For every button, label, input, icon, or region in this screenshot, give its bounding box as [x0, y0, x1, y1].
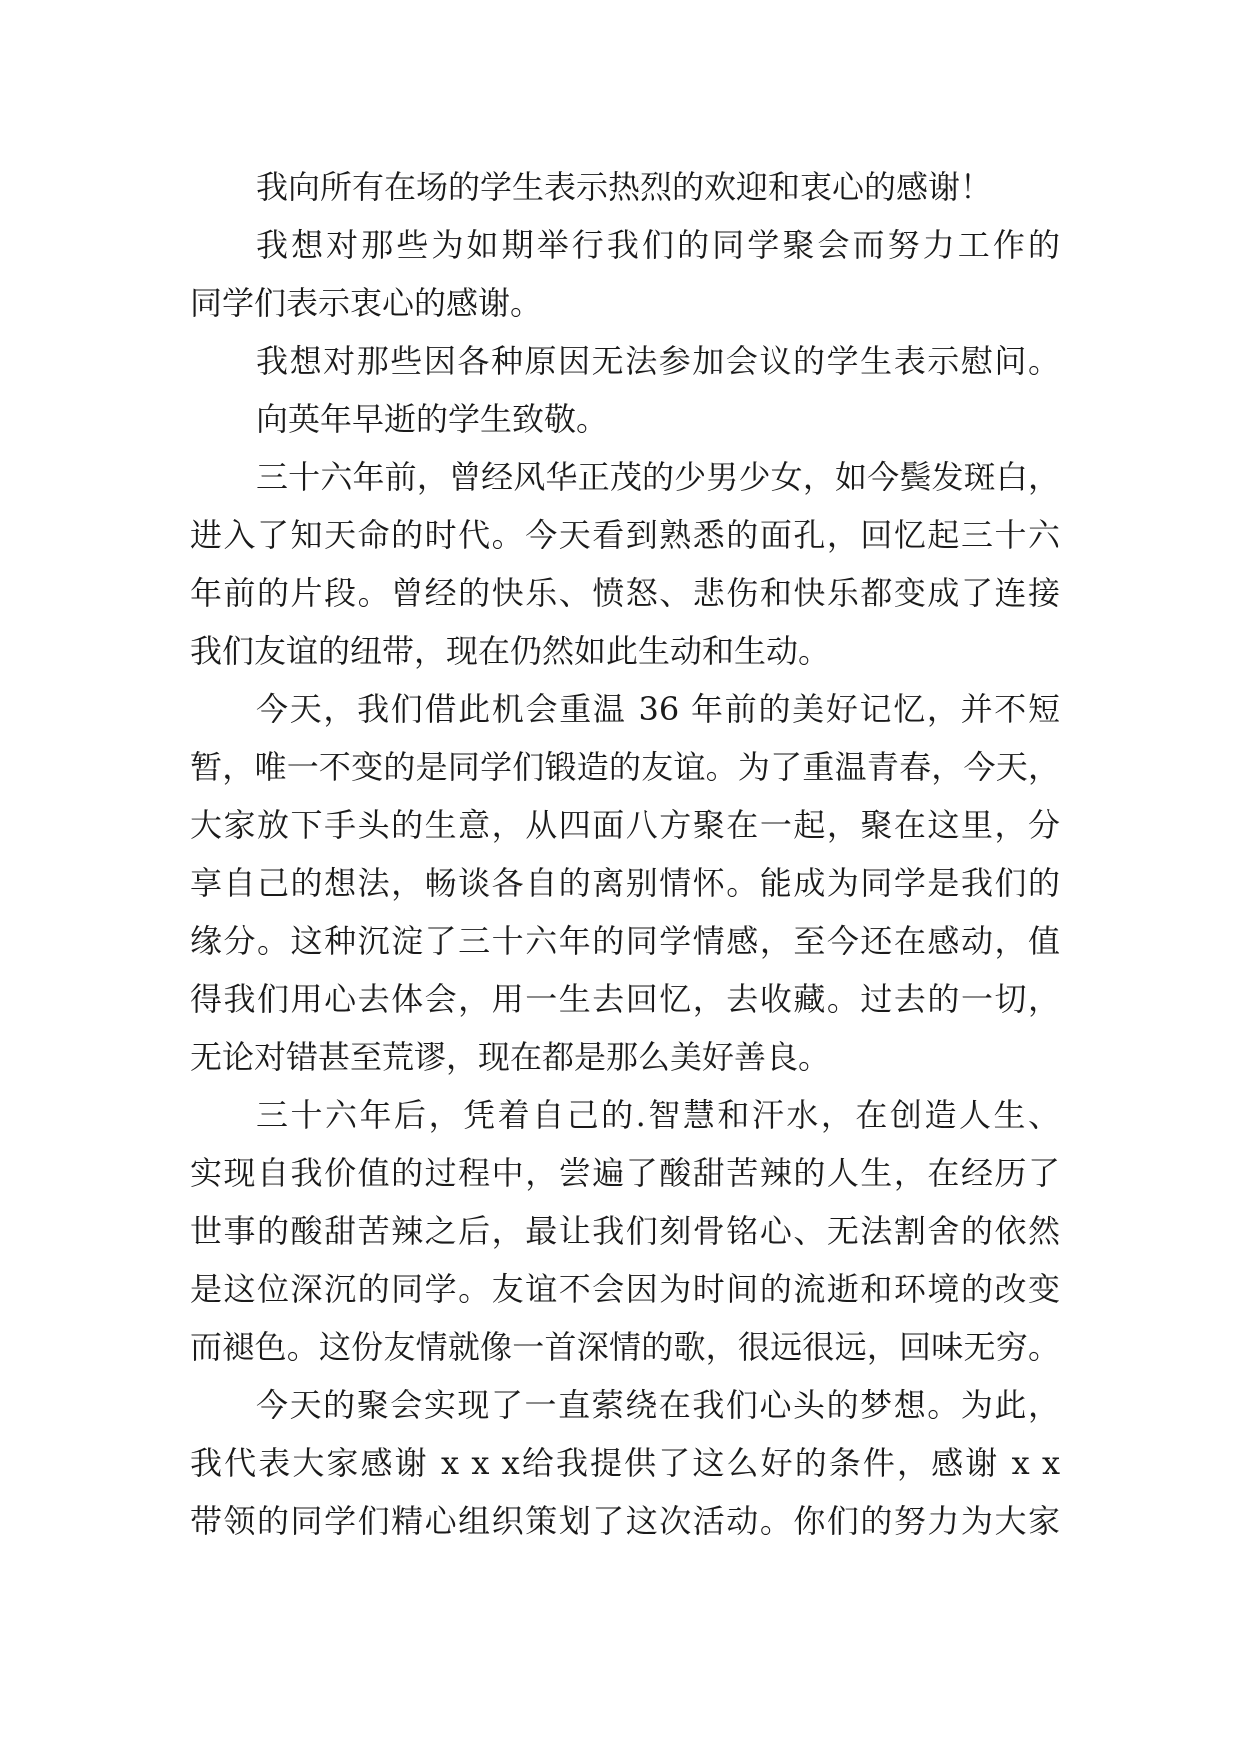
paragraph-line: 而褪色。这份友情就像一首深情的歌，很远很远，回味无穷。 — [190, 1328, 1060, 1366]
paragraph-line: 得我们用心去体会，用一生去回忆，去收藏。过去的一切， — [190, 980, 1060, 1018]
document-body — [190, 158, 1060, 1550]
paragraph-line: 同学们表示衷心的感谢。 — [190, 284, 543, 322]
paragraph-line: 缘分。这种沉淀了三十六年的同学情感，至今还在感动，值 — [190, 922, 1060, 960]
paragraph-first-line: 我向所有在场的学生表示热烈的欢迎和衷心的感谢！ — [256, 168, 993, 206]
paragraph-line: 无论对错甚至荒谬，现在都是那么美好善良。 — [190, 1038, 831, 1076]
paragraph-first-line: 今天的聚会实现了一直萦绕在我们心头的梦想。为此， — [256, 1386, 1060, 1424]
paragraph-line: 进入了知天命的时代。今天看到熟悉的面孔，回忆起三十六 — [190, 516, 1060, 554]
paragraph-first-line: 今天，我们借此机会重温 36 年前的美好记忆，并不短 — [256, 690, 1060, 728]
paragraph-first-line: 我想对那些因各种原因无法参加会议的学生表示慰问。 — [256, 342, 1060, 380]
paragraph-first-line: 我想对那些为如期举行我们的同学聚会而努力工作的 — [256, 226, 1060, 264]
paragraph-line: 大家放下手头的生意，从四面八方聚在一起，聚在这里，分 — [190, 806, 1060, 844]
paragraph-line: 我们友谊的纽带，现在仍然如此生动和生动。 — [190, 632, 831, 670]
paragraph-first-line: 三十六年后，凭着自己的.智慧和汗水，在创造人生、 — [256, 1096, 1060, 1134]
paragraph-line: 世事的酸甜苦辣之后，最让我们刻骨铭心、无法割舍的依然 — [190, 1212, 1060, 1250]
paragraph-line: 我代表大家感谢 x x x给我提供了这么好的条件，感谢 x x — [190, 1444, 1060, 1482]
paragraph-line: 年前的片段。曾经的快乐、愤怒、悲伤和快乐都变成了连接 — [190, 574, 1060, 612]
paragraph-line: 是这位深沉的同学。友谊不会因为时间的流逝和环境的改变 — [190, 1270, 1060, 1308]
paragraph-line: 暂，唯一不变的是同学们锻造的友谊。为了重温青春，今天， — [190, 748, 1060, 786]
paragraph-line: 带领的同学们精心组织策划了这次活动。你们的努力为大家 — [190, 1502, 1060, 1540]
paragraph-first-line: 三十六年前，曾经风华正茂的少男少女，如今鬓发斑白， — [256, 458, 1060, 496]
paragraph-line: 享自己的想法，畅谈各自的离别情怀。能成为同学是我们的 — [190, 864, 1060, 902]
paragraph-first-line: 向英年早逝的学生致敬。 — [256, 400, 609, 438]
paragraph-line: 实现自我价值的过程中，尝遍了酸甜苦辣的人生，在经历了 — [190, 1154, 1060, 1192]
